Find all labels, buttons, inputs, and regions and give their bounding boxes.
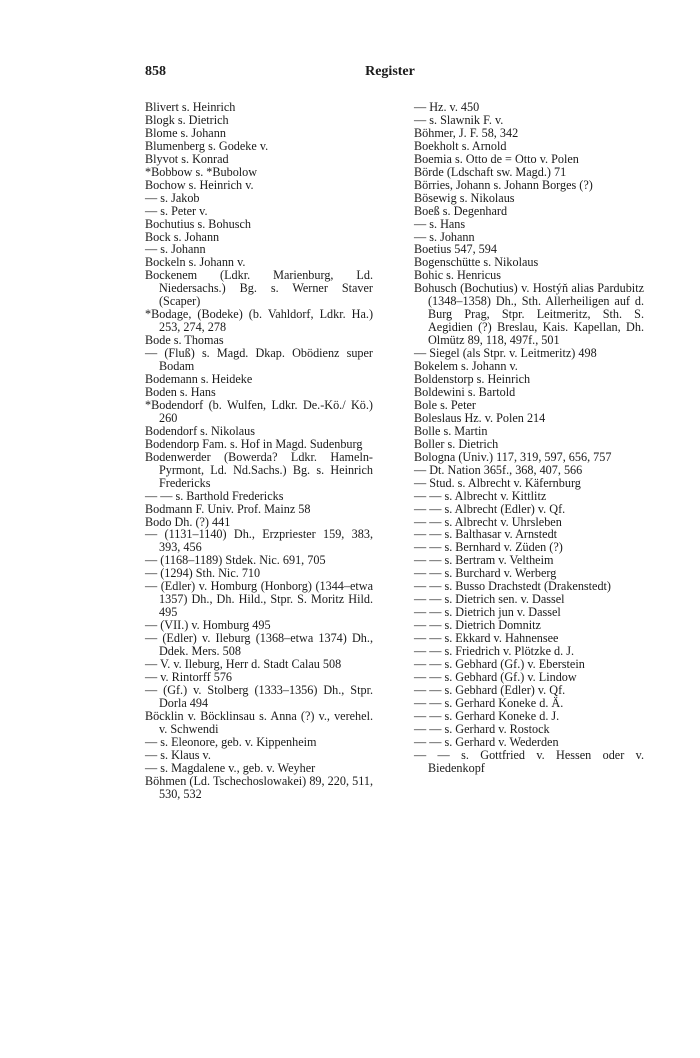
index-entry: Boetius 547, 594: [414, 242, 497, 257]
index-entry: — s. Johann: [414, 229, 475, 244]
index-entry: Bodo Dh. (?) 441: [145, 514, 231, 529]
index-entry: *Bodage, (Bodeke) (b. Vahldorf, Ldkr. Ha.) 253, 274, 278: [145, 307, 373, 335]
index-entry: Bole s. Peter: [414, 397, 476, 412]
index-entry: — s. Peter v.: [145, 203, 208, 218]
index-entry: — — s. Dietrich sen. v. Dassel: [414, 592, 565, 607]
index-entry: — — s. Gerhard Koneke d. J.: [414, 708, 560, 723]
index-entry: *Bodendorf (b. Wulfen, Ldkr. De.-Kö./ Kö.) 260: [145, 397, 373, 425]
index-entry: *Bobbow s. *Bubolow: [145, 164, 258, 179]
index-entry: Bochutius s. Bohusch: [145, 216, 251, 231]
index-entry: — V. v. Ileburg, Herr d. Stadt Calau 508: [145, 656, 342, 671]
index-entry: — — s. Gerhard Koneke d. Ä.: [414, 695, 564, 710]
index-entry: Blome s. Johann: [145, 125, 226, 140]
index-entry: — s. Klaus v.: [145, 747, 211, 762]
index-entry: — — s. Barthold Fredericks: [145, 488, 284, 503]
index-entry: Börde (Ldschaft sw. Magd.) 71: [414, 164, 567, 179]
index-entry: — (Edler) v. Ileburg (1368–etwa 1374) Dh., Ddek. Mers. 508: [145, 631, 373, 659]
index-entry: — — s. Albrecht v. Kittlitz: [414, 488, 547, 503]
index-entry: Blumenberg s. Godeke v.: [145, 138, 269, 153]
index-entry: — — s. Gebhard (Gf.) v. Eberstein: [414, 656, 585, 671]
index-entry: — (VII.) v. Homburg 495: [145, 618, 271, 633]
index-entry: — — s. Gerhard v. Rostock: [414, 721, 550, 736]
index-entry: — — s. Bernhard v. Züden (?): [414, 540, 563, 555]
index-entry: — — s. Bertram v. Veltheim: [414, 553, 554, 568]
index-entry: — — s. Friedrich v. Plötzke d. J.: [414, 644, 575, 659]
index-entry: Bodenwerder (Bowerda? Ldkr. Hameln-Pyrmont, Ld. Nd.Sachs.) Bg. s. Heinrich Fredericks: [145, 449, 373, 490]
index-entry: Boller s. Dietrich: [414, 436, 499, 451]
index-entry: — v. Rintorff 576: [145, 669, 233, 684]
running-title: Register: [365, 64, 415, 79]
index-entry: Boden s. Hans: [145, 384, 216, 399]
index-entry: — (1131–1140) Dh., Erzpriester 159, 383, 393, 456: [145, 527, 373, 555]
index-entry: — s. Eleonore, geb. v. Kippenheim: [145, 734, 317, 749]
index-entry: — — s. Albrecht (Edler) v. Qf.: [414, 501, 566, 516]
page-number: 858: [145, 64, 166, 79]
index-entry: — (1168–1189) Stdek. Nic. 691, 705: [145, 553, 326, 568]
index-entry: — — s. Gottfried v. Hessen oder v. Biedenkopf: [414, 747, 644, 775]
index-entry: Blivert s. Heinrich: [145, 100, 236, 114]
index-entry: Bohusch (Bochutius) v. Hostýň alias Pardubitz (1348–1358) Dh., Sth. Allerheiligen auf d. Burg Prag, Stpr. Leitmeritz, Sth. S. Aegidien (?) Breslau, Kais. Kapellan, Dh. Olmütz 89, 118, 497f., 501: [414, 281, 644, 348]
index-entry: Bokelem s. Johann v.: [414, 359, 518, 374]
index-entry: — (Gf.) v. Stolberg (1333–1356) Dh., Stpr. Dorla 494: [145, 682, 373, 710]
page-header: [145, 64, 635, 84]
index-entry: — — s. Gebhard (Gf.) v. Lindow: [414, 669, 577, 684]
index-entry: — Hz. v. 450: [414, 100, 480, 114]
index-entry: Bodendorp Fam. s. Hof in Magd. Sudenburg: [145, 436, 363, 451]
index-entry: Boldewini s. Bartold: [414, 384, 516, 399]
index-entry: — s. Magdalene v., geb. v. Weyher: [145, 760, 316, 775]
index-entry: — — s. Gebhard (Edler) v. Qf.: [414, 682, 566, 697]
index-entry: Boldenstorp s. Heinrich: [414, 372, 531, 387]
index-entry: Bock s. Johann: [145, 229, 220, 244]
index-entry: Bolle s. Martin: [414, 423, 488, 438]
index-entry: — — s. Dietrich Domnitz: [414, 618, 541, 633]
index-entry: — s. Johann: [145, 242, 206, 257]
index-entry: — — s. Dietrich jun v. Dassel: [414, 605, 561, 620]
index-entry: Bockenem (Ldkr. Marienburg, Ld. Niedersachs.) Bg. s. Werner Staver (Scaper): [145, 268, 373, 309]
index-entry: — Siegel (als Stpr. v. Leitmeritz) 498: [414, 346, 597, 361]
index-entry: Blogk s. Dietrich: [145, 112, 229, 127]
index-entry: Boemia s. Otto de = Otto v. Polen: [414, 151, 579, 166]
index-entry: Bohic s. Henricus: [414, 268, 501, 283]
index-entry: — s. Slawnik F. v.: [414, 112, 504, 127]
index-entry: Bodendorf s. Nikolaus: [145, 423, 256, 438]
index-entry: Bockeln s. Johann v.: [145, 255, 246, 270]
index-entry: — — s. Ekkard v. Hahnensee: [414, 631, 559, 646]
index-entry: — Stud. s. Albrecht v. Käfernburg: [414, 475, 581, 490]
index-entry: Böhmer, J. F. 58, 342: [414, 125, 519, 140]
index-entry: Böhmen (Ld. Tschechoslowakei) 89, 220, 511, 530, 532: [145, 773, 373, 801]
index-entry: Bode s. Thomas: [145, 333, 224, 348]
index-entry: — — s. Balthasar v. Arnstedt: [414, 527, 558, 542]
index-entry: Boeß s. Degenhard: [414, 203, 508, 218]
index-entry: — (1294) Sth. Nic. 710: [145, 566, 261, 581]
index-column-left: [145, 101, 373, 800]
index-entry: Boekholt s. Arnold: [414, 138, 507, 153]
index-entry: — s. Hans: [414, 216, 466, 231]
index-entry: — (Fluß) s. Magd. Dkap. Obödienz super Bodam: [145, 346, 373, 374]
index-entry: — — s. Gerhard v. Wederden: [414, 734, 559, 749]
index-entry: — (Edler) v. Homburg (Honborg) (1344–etwa 1357) Dh., Dh. Hild., Stpr. S. Moritz Hild. 495: [145, 579, 373, 620]
index-entry: Bogenschütte s. Nikolaus: [414, 255, 539, 270]
index-entry: — — s. Busso Drachstedt (Drakenstedt): [414, 579, 611, 594]
index-entry: — — s. Burchard v. Werberg: [414, 566, 557, 581]
index-entry: — s. Jakob: [145, 190, 200, 205]
index-entry: Bochow s. Heinrich v.: [145, 177, 254, 192]
index-entry: Bösewig s. Nikolaus: [414, 190, 515, 205]
index-entry: — — s. Albrecht v. Uhrsleben: [414, 514, 562, 529]
index-entry: — Dt. Nation 365f., 368, 407, 566: [414, 462, 583, 477]
index-entry: Bodemann s. Heideke: [145, 372, 253, 387]
index-entry: Börries, Johann s. Johann Borges (?): [414, 177, 593, 192]
index-column-right: [414, 101, 644, 775]
index-entry: Boleslaus Hz. v. Polen 214: [414, 410, 546, 425]
index-entry: Blyvot s. Konrad: [145, 151, 229, 166]
index-entry: Bodmann F. Univ. Prof. Mainz 58: [145, 501, 311, 516]
index-entry: Bologna (Univ.) 117, 319, 597, 656, 757: [414, 449, 612, 464]
index-entry: Böcklin v. Böcklinsau s. Anna (?) v., verehel. v. Schwendi: [145, 708, 373, 736]
